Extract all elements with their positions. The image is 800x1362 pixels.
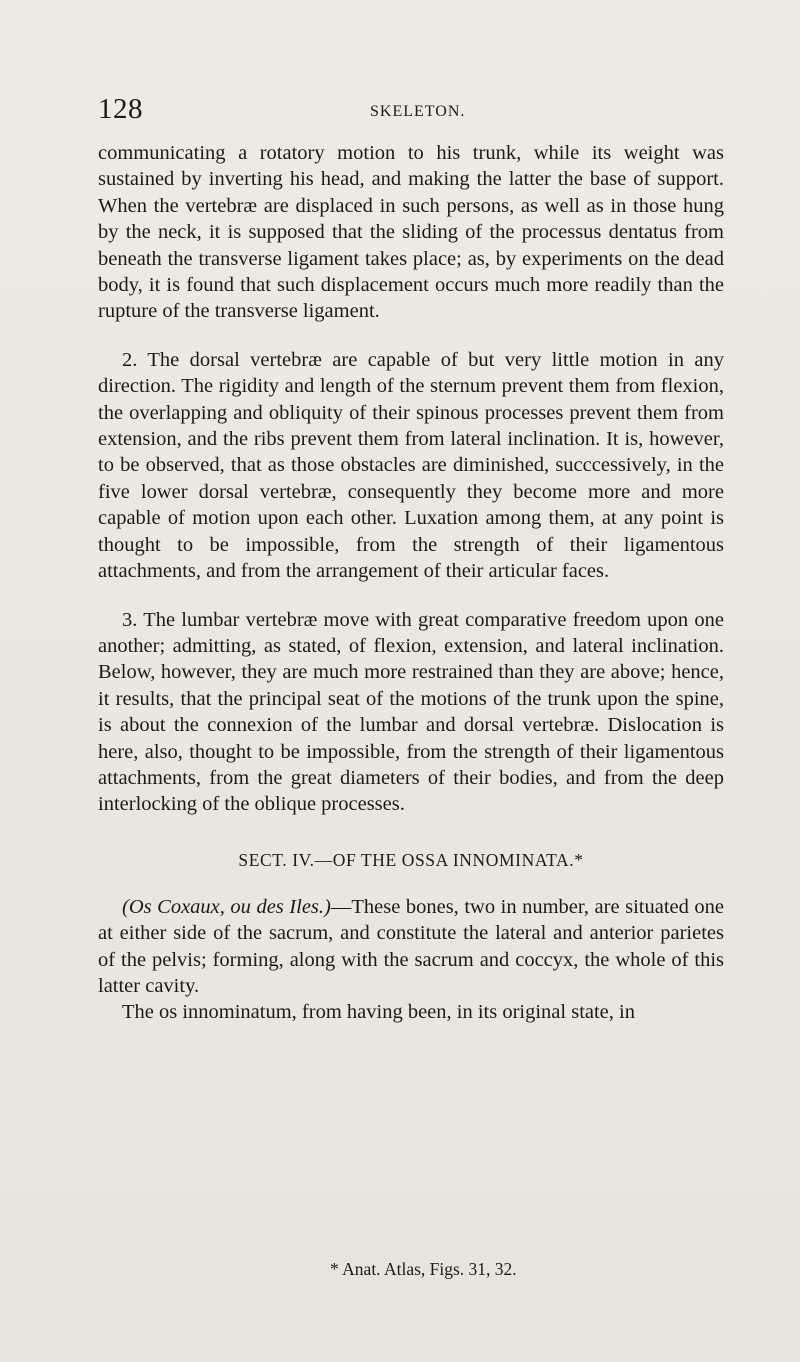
paragraph-ossa-innominata-text: —These bones, two in number, are situated one at either side of the sacrum, and constitute the lateral and anterior parietes of the pelvis; forming, along with the sacrum and coccyx, the whole of this latter cavity.	[98, 895, 725, 997]
paragraph-continuation: communicating a rotatory motion to his trunk, while its weight was sustained by inverting his head, and making the latter the base of support. When the vertebræ are displaced in such persons, as well as in those hung by the neck, it is supposed that the sliding of the processus dentatus from beneath the transverse ligament takes place; as, by experiments on the dead body, it is found that such displacement occurs much more readily than the rupture of the transverse ligament.	[98, 142, 724, 323]
paragraph-ossa-innominata	[98, 894, 724, 1000]
section-heading: SECT. IV.—OF THE OSSA INNOMINATA.*	[238, 849, 584, 870]
page-number: 128	[98, 93, 143, 125]
running-title: SKELETON.	[370, 103, 466, 120]
paragraph-dorsal-vertebrae: 2. The dorsal vertebræ are capable of but very little motion in any direction. The rigidity and length of the sternum prevent them from flexion, the overlapping and obliquity of their spinous processes prevent them from extension, and the ribs prevent them from lateral inclination. It is, however, to be observed, that as those obstacles are diminished, succcessively, in the five lower dorsal vertebræ, consequently they become more and more capable of motion upon each other. Luxation among them, at any point is thought to be impossible, from the strength of their ligamentous attachments, and from the arrangement of their articular faces.	[98, 348, 724, 583]
running-head	[98, 94, 718, 124]
paragraph-lumbar-vertebrae: 3. The lumbar vertebræ move with great comparative freedom upon one another; admitting, as stated, of flexion, extension, and lateral inclination. Below, however, they are much more restrained than they are above; hence, it results, that the principal seat of the motions of the trunk upon the spine, is about the connexion of the lumbar and dorsal vertebræ. Dislocation is here, also, thought to be impossible, from the strength of their ligamentous attachments, from the great diameters of their bodies, and from the deep interlocking of the oblique processes.	[98, 608, 724, 816]
footnote: * Anat. Atlas, Figs. 31, 32.	[330, 1259, 517, 1279]
paragraph-os-innominatum: The os innominatum, from having been, in its original state, in	[122, 1001, 635, 1024]
paragraph-ossa-innominata-italic: (Os Coxaux, ou des Iles.)	[122, 895, 331, 918]
body-text	[98, 140, 724, 1026]
